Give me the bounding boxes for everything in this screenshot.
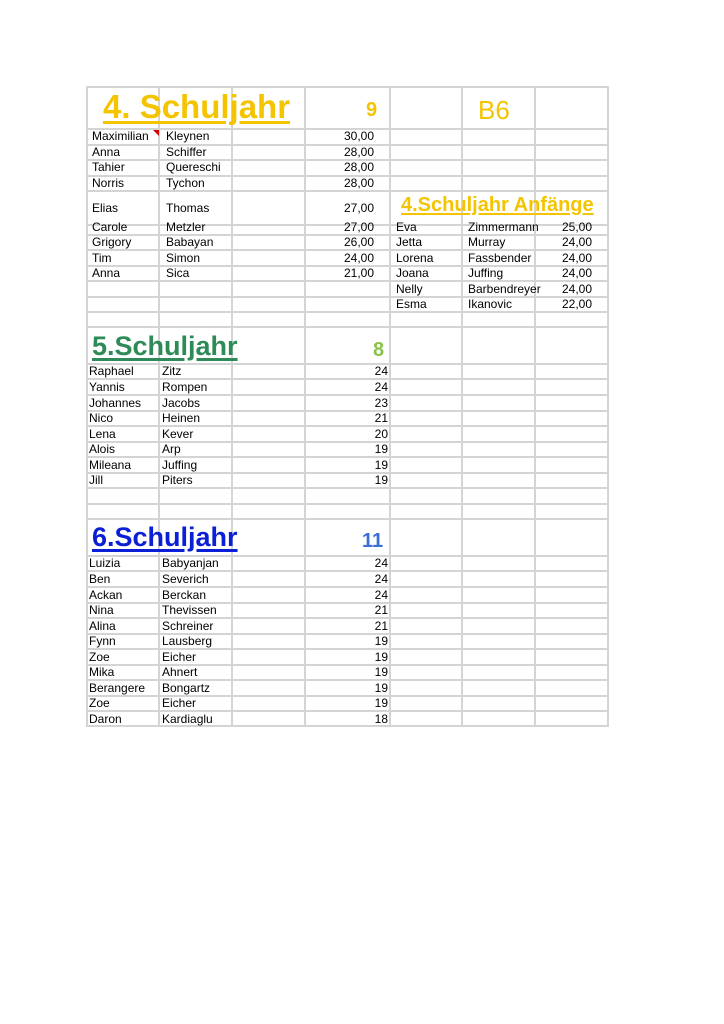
score-cell: 28,00 [343, 145, 374, 159]
score-cell: 24,00 [561, 266, 592, 280]
last-name-cell: Juffing [468, 266, 504, 280]
last-name-cell: Kever [162, 427, 194, 441]
grade5-title: 5.Schuljahr [92, 331, 238, 361]
first-name-cell: Maximilian [92, 129, 149, 143]
first-name-cell: Zoe [89, 696, 110, 710]
first-name-cell: Lena [89, 427, 116, 441]
score-cell: 24 [374, 588, 388, 602]
score-cell: 19 [374, 634, 388, 648]
first-name-cell: Jetta [396, 235, 423, 249]
first-name-cell: Alina [89, 619, 116, 633]
first-name-cell: Anna [92, 145, 121, 159]
first-name-cell: Ackan [89, 588, 123, 602]
last-name-cell: Kleynen [166, 129, 210, 143]
score-cell: 18 [374, 712, 388, 726]
score-cell: 24,00 [561, 251, 592, 265]
score-cell: 27,00 [343, 201, 374, 215]
first-name-cell: Nina [89, 603, 114, 617]
score-cell: 19 [374, 650, 388, 664]
last-name-cell: Fassbender [468, 251, 532, 265]
first-name-cell: Elias [92, 201, 119, 215]
first-name-cell: Carole [92, 220, 128, 234]
grade4-title: 4. Schuljahr [103, 88, 291, 125]
last-name-cell: Heinen [162, 411, 201, 425]
grid-column-line [534, 86, 536, 727]
grid-column-line [158, 86, 160, 727]
score-cell: 19 [374, 665, 388, 679]
first-name-cell: Yannis [89, 380, 125, 394]
first-name-cell: Norris [92, 176, 124, 190]
last-name-cell: Barbendreyer [468, 282, 541, 296]
first-name-cell: Mika [89, 665, 115, 679]
first-name-cell: Fynn [89, 634, 116, 648]
score-cell: 19 [374, 458, 388, 472]
score-cell: 21 [374, 411, 388, 425]
grid-column-line [231, 86, 233, 727]
first-name-cell: Nico [89, 411, 114, 425]
score-cell: 19 [374, 473, 388, 487]
first-name-cell: Ben [89, 572, 111, 586]
last-name-cell: Lausberg [162, 634, 213, 648]
score-cell: 28,00 [343, 176, 374, 190]
grade6-title: 6.Schuljahr [92, 522, 238, 552]
last-name-cell: Arp [162, 442, 181, 456]
first-name-cell: Jill [89, 473, 103, 487]
last-name-cell: Jacobs [162, 396, 201, 410]
last-name-cell: Eicher [162, 650, 197, 664]
last-name-cell: Thevissen [162, 603, 217, 617]
last-name-cell: Sica [166, 266, 190, 280]
first-name-cell: Daron [89, 712, 122, 726]
grid-column-line [86, 86, 88, 727]
grid-row-line [86, 518, 609, 520]
grade4-class-label: B6 [478, 95, 510, 125]
score-cell: 22,00 [561, 297, 592, 311]
score-cell: 24,00 [343, 251, 374, 265]
first-name-cell: Grigory [92, 235, 132, 249]
grid-column-line [607, 86, 609, 727]
grade6-count: 11 [362, 530, 384, 552]
score-cell: 24 [374, 556, 388, 570]
score-cell: 20 [374, 427, 388, 441]
grade4-beginners-title: 4.Schuljahr Anfänge [401, 194, 594, 216]
first-name-cell: Lorena [396, 251, 434, 265]
score-cell: 24,00 [561, 282, 592, 296]
last-name-cell: Berckan [162, 588, 207, 602]
first-name-cell: Nelly [396, 282, 423, 296]
last-name-cell: Bongartz [162, 681, 211, 695]
last-name-cell: Quereschi [166, 160, 221, 174]
score-cell: 24 [374, 364, 388, 378]
first-name-cell: Zoe [89, 650, 110, 664]
first-name-cell: Tim [92, 251, 112, 265]
score-cell: 24 [374, 572, 388, 586]
last-name-cell: Schreiner [162, 619, 214, 633]
score-cell: 27,00 [343, 220, 374, 234]
first-name-cell: Joana [396, 266, 429, 280]
score-cell: 28,00 [343, 160, 374, 174]
last-name-cell: Eicher [162, 696, 197, 710]
last-name-cell: Murray [468, 235, 506, 249]
comment-marker [153, 130, 159, 136]
score-cell: 19 [374, 442, 388, 456]
grid-column-line [389, 86, 391, 727]
grid-row-line [86, 503, 609, 505]
score-cell: 23 [374, 396, 388, 410]
score-cell: 24,00 [561, 235, 592, 249]
last-name-cell: Babayan [166, 235, 214, 249]
first-name-cell: Alois [89, 442, 116, 456]
score-cell: 26,00 [343, 235, 374, 249]
last-name-cell: Piters [162, 473, 193, 487]
grid-row-line [86, 487, 609, 489]
grade4-beginners-title-cell [391, 190, 608, 224]
last-name-cell: Zimmermann [468, 220, 539, 234]
grid-row-line [86, 311, 609, 313]
first-name-cell: Esma [396, 297, 427, 311]
score-cell: 30,00 [343, 129, 374, 143]
first-name-cell: Tahier [92, 160, 125, 174]
last-name-cell: Thomas [166, 201, 210, 215]
last-name-cell: Metzler [166, 220, 206, 234]
score-cell: 21 [374, 603, 388, 617]
score-cell: 24 [374, 380, 388, 394]
grade4-count: 9 [366, 99, 378, 121]
last-name-cell: Babyanjan [162, 556, 219, 570]
first-name-cell: Mileana [89, 458, 132, 472]
grid-row-line [86, 326, 609, 328]
grid-row-line [86, 296, 609, 298]
last-name-cell: Schiffer [166, 145, 207, 159]
last-name-cell: Kardiaglu [162, 712, 213, 726]
last-name-cell: Rompen [162, 380, 208, 394]
score-cell: 25,00 [561, 220, 592, 234]
first-name-cell: Eva [396, 220, 417, 234]
last-name-cell: Juffing [162, 458, 198, 472]
first-name-cell: Johannes [89, 396, 142, 410]
first-name-cell: Raphael [89, 364, 134, 378]
grade5-count: 8 [373, 339, 385, 361]
last-name-cell: Tychon [166, 176, 205, 190]
last-name-cell: Ikanovic [468, 297, 513, 311]
score-cell: 19 [374, 696, 388, 710]
last-name-cell: Ahnert [162, 665, 198, 679]
first-name-cell: Berangere [89, 681, 146, 695]
grid-column-line [461, 86, 463, 727]
score-cell: 21,00 [343, 266, 374, 280]
last-name-cell: Severich [162, 572, 209, 586]
score-cell: 19 [374, 681, 388, 695]
first-name-cell: Anna [92, 266, 121, 280]
first-name-cell: Luizia [89, 556, 121, 570]
last-name-cell: Simon [166, 251, 201, 265]
score-cell: 21 [374, 619, 388, 633]
last-name-cell: Zitz [162, 364, 182, 378]
